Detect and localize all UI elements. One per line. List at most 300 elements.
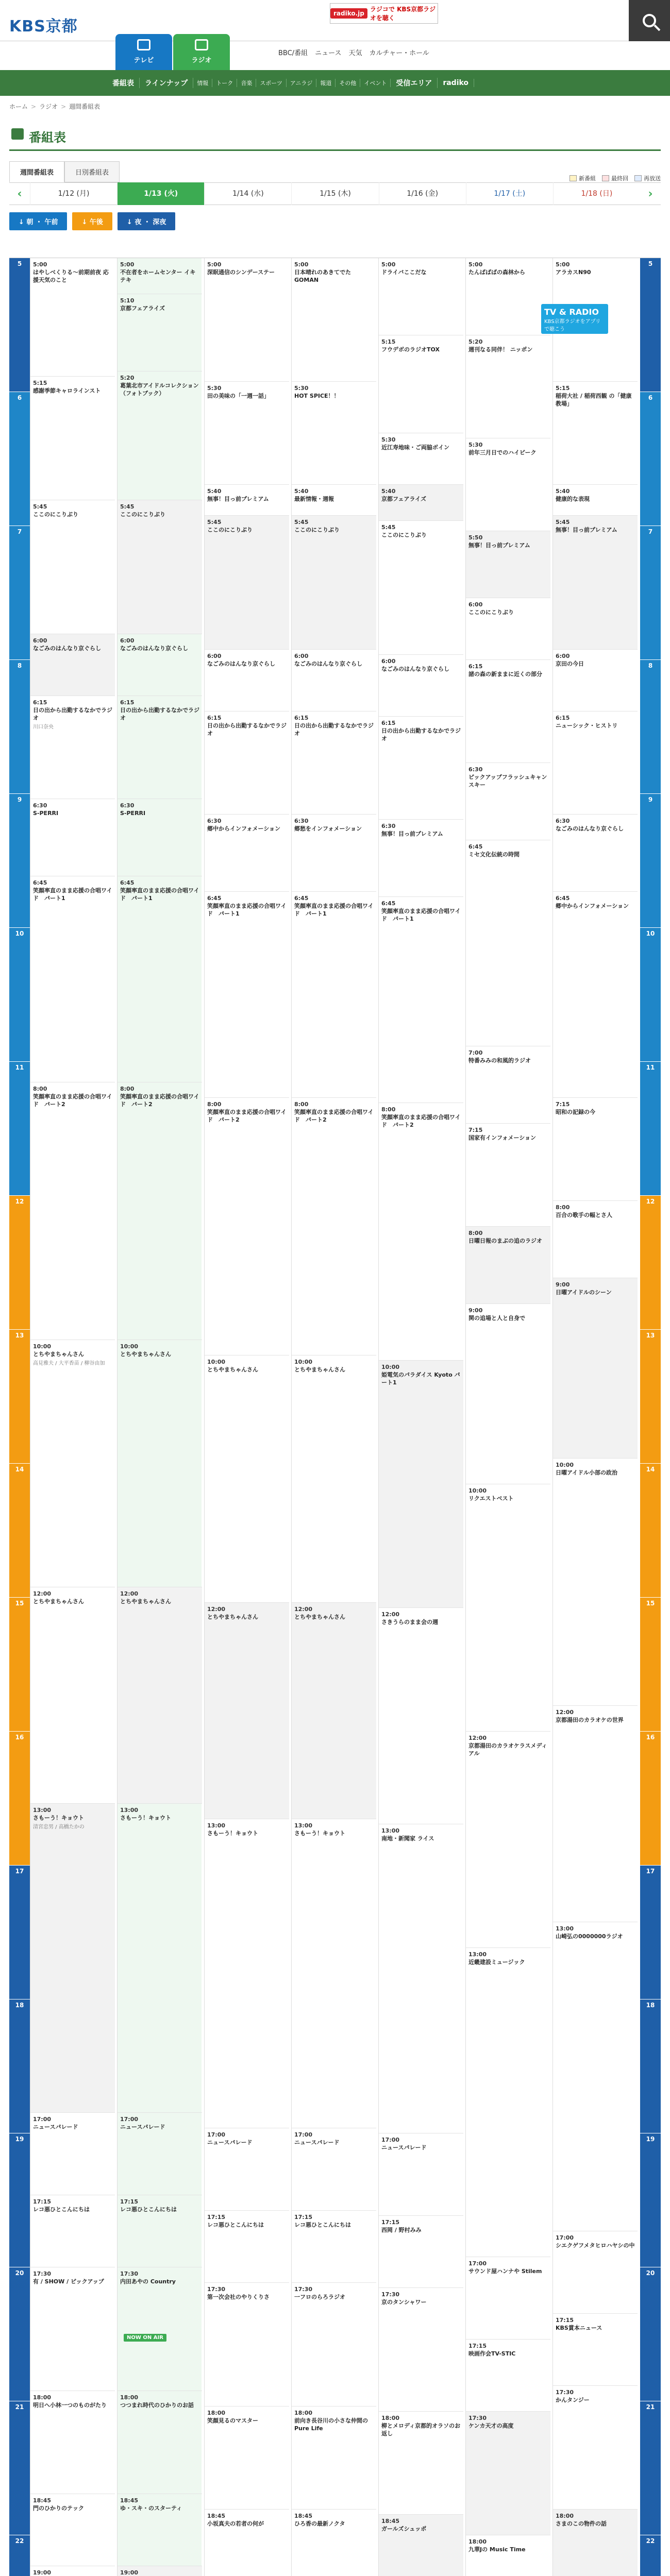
program-cell[interactable]	[553, 1706, 638, 1922]
program-title: 南地・新聞家 ライス	[381, 1835, 434, 1842]
program-title: 京都フェアライズ	[381, 495, 427, 502]
next-week-arrow-icon[interactable]: ›	[648, 187, 653, 200]
nav-item[interactable]: イベント	[360, 79, 391, 87]
program-title: とちやまちゃんさん	[207, 1613, 258, 1620]
nav-item[interactable]: ラインナップ	[140, 78, 193, 88]
program-title: 稲荷大社 / 稲荷西観 の「健康教場」	[556, 392, 632, 407]
jump-afternoon-button[interactable]: ↓ 午後	[72, 212, 112, 230]
program-title: 無事！目っ前プレミアム	[381, 830, 443, 837]
program-cell[interactable]	[553, 2314, 638, 2386]
top-link[interactable]: ニュース	[315, 49, 342, 57]
program-time: 7:15	[468, 1127, 483, 1133]
breadcrumb-separator: >	[31, 103, 37, 110]
jump-night-button[interactable]: ↓ 夜 ・ 深夜	[118, 212, 175, 230]
program-cell[interactable]	[553, 1098, 638, 1201]
top-link[interactable]: BBC/番組	[278, 49, 308, 57]
program-title: ここのにこりぶり	[33, 511, 78, 518]
program-title: 京都湯田のカラオケの世界	[556, 1716, 624, 1723]
program-cell[interactable]	[118, 2494, 202, 2566]
day-column	[117, 258, 202, 2576]
program-time: 5:45	[294, 519, 309, 526]
program-time: 6:30	[468, 766, 483, 773]
program-time: 13:00	[381, 1827, 400, 1834]
program-cell[interactable]	[292, 2406, 376, 2510]
nav-item[interactable]: アニラジ	[287, 79, 316, 87]
program-cell[interactable]	[379, 655, 463, 717]
nav-item[interactable]: 受信エリア	[391, 78, 438, 88]
day-column	[552, 258, 637, 2576]
program-time: 6:00	[207, 653, 222, 659]
program-cell[interactable]	[379, 2412, 463, 2515]
program-title: ミセ文化伝統の時間	[468, 851, 520, 858]
program-cell[interactable]	[118, 1804, 202, 2113]
program-title: とちやまちゃんさん	[294, 1613, 345, 1620]
program-time: 18:00	[294, 2410, 313, 2416]
program-time: 17:30	[33, 2270, 52, 2277]
program-title: ニューシック・ヒストリ	[556, 722, 618, 729]
program-time: 6:45	[120, 879, 135, 886]
nav-item[interactable]: トーク	[212, 79, 237, 87]
program-cell[interactable]	[118, 2267, 202, 2391]
program-cell[interactable]	[30, 799, 115, 876]
top-link[interactable]: カルチャー・ホール	[369, 49, 429, 57]
program-cell[interactable]	[553, 2231, 638, 2314]
hour-cell: 5	[9, 258, 30, 392]
hour-cell: 8	[9, 660, 30, 794]
program-time: 6:45	[33, 879, 47, 886]
program-cell[interactable]	[466, 258, 550, 335]
program-time: 5:30	[294, 385, 309, 392]
program-cell[interactable]	[292, 1819, 376, 2128]
nav-item[interactable]: 報道	[316, 79, 336, 87]
radio-icon	[195, 39, 208, 50]
day-tab[interactable]: 1/15 (木)	[291, 182, 378, 205]
program-time: 5:40	[207, 488, 222, 495]
hour-cell: 19	[9, 2133, 30, 2267]
program-cell[interactable]	[292, 516, 376, 650]
top-header	[0, 0, 670, 64]
program-cell[interactable]	[466, 1124, 550, 1227]
program-cell[interactable]	[292, 892, 376, 1098]
program-cell[interactable]	[292, 815, 376, 892]
program-cell[interactable]	[292, 1603, 376, 1819]
tab-radio[interactable]	[173, 34, 230, 70]
program-cell[interactable]	[553, 1278, 638, 1459]
program-title: ニュースパレード	[207, 2139, 253, 2146]
program-cell[interactable]	[466, 840, 550, 1046]
program-desc: 高見雅夫 / 大平香苗 / 柳谷由加	[33, 1360, 105, 1366]
program-cell[interactable]	[466, 1227, 550, 1304]
hour-cell: 21	[640, 2401, 661, 2535]
program-cell[interactable]	[30, 1340, 115, 1587]
program-cell[interactable]	[466, 438, 550, 531]
program-cell[interactable]	[30, 2494, 115, 2566]
legend-label: 最終回	[611, 175, 628, 182]
program-cell[interactable]	[205, 815, 289, 892]
hour-cell: 19	[640, 2133, 661, 2267]
hour-cell: 8	[640, 660, 661, 794]
program-time: 9:00	[556, 1281, 570, 1288]
program-cell[interactable]	[466, 1732, 550, 1948]
program-cell[interactable]	[553, 1201, 638, 1278]
program-time: 8:00	[294, 1101, 309, 1108]
program-time: 17:00	[381, 2137, 400, 2143]
program-time: 17:30	[120, 2270, 139, 2277]
program-cell[interactable]	[466, 660, 550, 763]
program-cell[interactable]	[379, 2288, 463, 2412]
program-cell[interactable]	[205, 258, 289, 382]
hour-cell: 17	[640, 1866, 661, 1999]
program-cell[interactable]	[30, 258, 115, 377]
program-title: さまのこの物件の話	[556, 2520, 607, 2527]
tab-tv[interactable]	[115, 34, 172, 70]
day-tab[interactable]: 1/13 (火)	[117, 182, 204, 205]
program-cell[interactable]	[553, 516, 638, 650]
program-title: 日曜アイドルのシーン	[556, 1289, 612, 1296]
program-cell[interactable]	[466, 2257, 550, 2340]
program-title: ニュースパレード	[33, 2123, 78, 2130]
program-cell[interactable]	[30, 2267, 115, 2391]
program-cell[interactable]	[379, 521, 463, 655]
program-cell[interactable]	[205, 2211, 289, 2283]
program-cell[interactable]	[118, 2566, 202, 2576]
program-title: 近江寿地味・ご両脇ボイン	[381, 444, 449, 451]
program-time: 18:00	[381, 2415, 400, 2421]
radiko-promo[interactable]	[541, 304, 608, 334]
program-cell[interactable]	[30, 634, 115, 696]
program-cell[interactable]	[466, 531, 550, 598]
program-cell[interactable]	[118, 2391, 202, 2494]
program-cell[interactable]	[118, 1082, 202, 1340]
schedule-grid	[9, 258, 661, 2576]
program-title: 京のタンシャワー	[381, 2298, 427, 2306]
radiko-promo-text: KBS京都ラジオをアプリで聴こう	[544, 319, 601, 332]
program-cell[interactable]	[205, 382, 289, 485]
program-cell[interactable]	[466, 1484, 550, 1732]
program-time: 10:00	[556, 1462, 574, 1468]
program-cell[interactable]	[466, 2535, 550, 2576]
program-cell[interactable]	[379, 1103, 463, 1361]
program-time: 12:00	[120, 1590, 139, 1597]
program-cell[interactable]	[118, 2195, 202, 2267]
nav-item[interactable]: 番組表	[107, 78, 140, 88]
program-cell[interactable]	[118, 799, 202, 876]
program-time: 5:40	[556, 488, 570, 495]
program-cell[interactable]	[118, 258, 202, 294]
program-cell[interactable]	[205, 1603, 289, 1819]
program-title: 無事！目っ前プレミアム	[556, 526, 617, 533]
program-title: 深眠通信のシンデーステー	[207, 268, 275, 276]
now-on-air-badge: NOW ON AIR	[124, 2334, 166, 2342]
program-cell[interactable]	[466, 1948, 550, 2257]
hour-cell: 14	[9, 1464, 30, 1598]
program-cell[interactable]	[553, 815, 638, 892]
program-cell[interactable]	[118, 634, 202, 696]
program-cell[interactable]	[379, 258, 463, 335]
program-title: さもーう！キョウト	[120, 1814, 171, 1821]
program-time: 6:30	[556, 818, 570, 824]
program-cell[interactable]	[205, 485, 289, 516]
program-cell[interactable]	[292, 382, 376, 485]
radiko-banner[interactable]	[330, 3, 438, 24]
program-time: 17:15	[468, 2343, 487, 2349]
program-time: 18:45	[207, 2513, 226, 2519]
program-cell[interactable]	[553, 892, 638, 1098]
program-cell[interactable]	[205, 711, 289, 815]
legend-swatch	[569, 175, 577, 181]
program-title: なごみのはんなり京ぐらし	[294, 660, 362, 667]
program-cell[interactable]	[205, 2283, 289, 2406]
program-cell[interactable]	[379, 897, 463, 1103]
program-time: 7:00	[468, 1049, 483, 1056]
program-time: 10:00	[468, 1487, 487, 1494]
program-cell[interactable]	[118, 500, 202, 634]
program-cell[interactable]	[205, 516, 289, 650]
program-time: 6:45	[294, 895, 309, 902]
day-tab[interactable]: 1/17 (土)	[466, 182, 553, 205]
program-cell[interactable]	[379, 2515, 463, 2576]
program-cell[interactable]	[292, 258, 376, 382]
program-cell[interactable]	[205, 1355, 289, 1603]
nav-item[interactable]: スポーツ	[256, 79, 287, 87]
search-icon	[643, 14, 656, 27]
program-time: 18:00	[207, 2410, 226, 2416]
program-cell[interactable]	[118, 371, 202, 500]
program-time: 5:45	[33, 503, 47, 510]
legend-label: 再放送	[644, 175, 661, 182]
program-time: 8:00	[468, 1230, 483, 1236]
program-time: 17:00	[294, 2131, 313, 2138]
program-cell[interactable]	[379, 335, 463, 433]
program-title: 柳とメロディ京都的オラソのお返し	[381, 2422, 461, 2437]
program-title: さもーう！キョウト	[33, 1814, 84, 1821]
program-title: 郷愁をインフォメーション	[294, 825, 362, 832]
hour-column-left	[9, 258, 30, 2576]
day-tab[interactable]: 1/14 (水)	[204, 182, 291, 205]
program-time: 8:00	[556, 1204, 570, 1211]
program-cell[interactable]	[118, 1340, 202, 1587]
program-cell[interactable]	[553, 1922, 638, 2231]
program-cell[interactable]	[118, 696, 202, 799]
program-title: フウデボのラジオTOX	[381, 346, 440, 353]
day-tab[interactable]: 1/12 (月)	[30, 182, 117, 205]
program-cell[interactable]	[292, 2128, 376, 2211]
hour-cell: 11	[640, 1062, 661, 1196]
program-title: KBS賞本ニュース	[556, 2324, 602, 2331]
program-title: なごみのはんなり京ぐらし	[556, 825, 624, 832]
program-time: 6:15	[294, 715, 309, 721]
program-cell[interactable]	[466, 1304, 550, 1484]
sub-tab[interactable]: 日別番組表	[64, 161, 120, 182]
program-cell[interactable]	[292, 1098, 376, 1355]
program-title: ケンカ天才の高度	[468, 2422, 514, 2429]
program-title: 日の出から出勤するなかでラジオ	[120, 706, 199, 721]
program-time: 13:00	[468, 1951, 487, 1958]
program-cell[interactable]	[292, 711, 376, 815]
program-cell[interactable]	[30, 696, 115, 799]
program-cell[interactable]	[466, 2412, 550, 2535]
nav-item[interactable]: 情報	[193, 79, 212, 87]
program-cell[interactable]	[379, 1361, 463, 1608]
program-cell[interactable]	[205, 1819, 289, 2128]
program-time: 6:45	[381, 900, 396, 907]
nav-item[interactable]: その他	[336, 79, 360, 87]
program-cell[interactable]	[379, 2133, 463, 2216]
program-cell[interactable]	[379, 2216, 463, 2288]
hour-cell: 9	[640, 794, 661, 928]
program-time: 5:00	[294, 261, 309, 268]
program-title: なごみのはんなり京ぐらし	[207, 660, 275, 667]
prev-week-arrow-icon[interactable]: ‹	[17, 187, 22, 200]
program-time: 6:00	[468, 601, 483, 608]
program-title: なごみのはんなり京ぐらし	[381, 665, 449, 672]
program-title: ニュースパレード	[120, 2123, 165, 2130]
top-links	[278, 47, 429, 57]
program-cell[interactable]	[553, 485, 638, 516]
program-title: 内田あやの Country	[120, 2278, 176, 2285]
legend	[569, 174, 661, 182]
program-cell[interactable]	[292, 485, 376, 516]
hour-cell: 15	[640, 1598, 661, 1732]
nav-item[interactable]: 音楽	[237, 79, 256, 87]
program-title: 九華Jの Music Time	[468, 2546, 526, 2553]
program-title: ここのにこりぶり	[207, 526, 253, 533]
program-cell[interactable]	[30, 2113, 115, 2195]
tab-radio-label: ラジオ	[191, 57, 212, 64]
hour-cell: 12	[9, 1196, 30, 1330]
program-time: 5:00	[381, 261, 396, 268]
program-cell[interactable]	[205, 892, 289, 1098]
program-cell[interactable]	[205, 2128, 289, 2211]
breadcrumb-item[interactable]: ラジオ	[39, 103, 58, 110]
hour-cell: 17	[9, 1866, 30, 1999]
program-time: 13:00	[120, 1807, 139, 1814]
program-time: 13:00	[556, 1925, 574, 1932]
program-cell[interactable]	[30, 876, 115, 1082]
program-cell[interactable]	[292, 1355, 376, 1603]
hour-cell: 13	[640, 1330, 661, 1464]
program-title: 笑顔率直のまま応援の合唱ワイド パート1	[294, 902, 374, 917]
program-title: S-PERRI	[33, 809, 59, 817]
program-cell[interactable]	[30, 2195, 115, 2267]
program-time: 17:15	[120, 2198, 139, 2205]
hour-cell: 22	[640, 2535, 661, 2576]
nav-item[interactable]: radiko	[438, 79, 474, 87]
program-time: 5:15	[556, 385, 570, 392]
program-desc: 川口奈央	[33, 724, 54, 730]
search-button[interactable]	[629, 0, 670, 41]
program-cell[interactable]	[205, 2406, 289, 2510]
program-cell[interactable]	[466, 1046, 550, 1124]
radiko-banner-badge: radiko.jp	[330, 8, 367, 19]
program-cell[interactable]	[30, 1082, 115, 1340]
program-title: 無事！目っ前プレミアム	[468, 541, 530, 549]
program-time: 5:45	[120, 503, 135, 510]
program-cell[interactable]	[466, 335, 550, 438]
program-cell[interactable]	[379, 485, 463, 521]
program-title: 日曜アイドル小部の政治	[556, 1469, 618, 1476]
program-cell[interactable]	[292, 2211, 376, 2283]
hour-cell: 18	[9, 1999, 30, 2133]
breadcrumb-item[interactable]: ホーム	[9, 103, 28, 110]
program-time: 10:00	[294, 1359, 313, 1365]
program-desc: 清宮忠男 / 高橋たかの	[33, 1824, 85, 1830]
program-cell[interactable]	[30, 377, 115, 500]
day-column	[465, 258, 550, 2576]
program-time: 9:00	[468, 1307, 483, 1314]
program-cell[interactable]	[118, 876, 202, 1082]
program-title: とちやまちゃんさん	[294, 1366, 345, 1373]
program-cell[interactable]	[553, 1459, 638, 1706]
program-cell[interactable]	[292, 2283, 376, 2406]
program-title: シエクゲフメタヒロハヤシの中	[556, 2242, 635, 2249]
hour-column-right	[640, 258, 661, 2576]
program-cell[interactable]	[118, 1587, 202, 1804]
program-cell[interactable]	[379, 1824, 463, 2133]
program-cell[interactable]	[379, 1608, 463, 1824]
program-cell[interactable]	[466, 763, 550, 840]
program-cell[interactable]	[553, 2510, 638, 2576]
program-title: 小坂真夫の若者の何が	[207, 2520, 264, 2527]
program-cell[interactable]	[466, 598, 550, 660]
program-time: 13:00	[207, 1822, 226, 1829]
hour-cell: 15	[9, 1598, 30, 1732]
program-time: 5:00	[33, 261, 47, 268]
program-cell[interactable]	[292, 2510, 376, 2576]
program-title: レコ悪ひとこんにちは	[33, 2206, 90, 2213]
tv-icon	[137, 39, 150, 50]
program-cell[interactable]	[118, 2113, 202, 2195]
program-title: 感謝季節キャロラインスト	[33, 387, 101, 394]
program-cell[interactable]	[553, 382, 638, 485]
program-cell[interactable]	[553, 711, 638, 815]
program-cell[interactable]	[379, 820, 463, 897]
site-logo[interactable]	[9, 13, 78, 36]
program-time: 12:00	[33, 1590, 52, 1597]
program-time: 17:30	[381, 2291, 400, 2298]
program-cell[interactable]	[379, 717, 463, 820]
program-cell[interactable]	[292, 650, 376, 711]
program-title: 日の出から出勤するなかでラジオ	[381, 727, 461, 742]
program-time: 12:00	[294, 1606, 313, 1613]
program-title: レコ悪ひとこんにちは	[207, 2221, 264, 2228]
program-cell[interactable]	[30, 2391, 115, 2494]
program-cell[interactable]	[205, 1098, 289, 1355]
program-cell[interactable]	[30, 1804, 115, 2113]
program-cell[interactable]	[553, 650, 638, 711]
program-cell[interactable]	[553, 2386, 638, 2510]
program-time: 17:15	[207, 2214, 226, 2221]
program-cell[interactable]	[118, 294, 202, 371]
program-time: 6:45	[207, 895, 222, 902]
program-time: 6:00	[381, 658, 396, 665]
sub-tab[interactable]: 週間番組表	[9, 161, 64, 182]
program-cell[interactable]	[379, 433, 463, 485]
program-cell[interactable]	[205, 650, 289, 711]
jump-morning-button[interactable]: ↓ 朝 ・ 午前	[9, 212, 67, 230]
top-link[interactable]: 天気	[348, 49, 362, 57]
program-cell[interactable]	[466, 2340, 550, 2412]
hour-cell: 11	[9, 1062, 30, 1196]
program-cell[interactable]	[30, 2566, 115, 2576]
program-cell[interactable]	[205, 2510, 289, 2576]
day-tab[interactable]: 1/18 (日)	[553, 182, 640, 205]
day-column	[204, 258, 289, 2576]
program-cell[interactable]	[30, 1587, 115, 1804]
day-tab[interactable]: 1/16 (金)	[379, 182, 466, 205]
tab-tv-label: テレビ	[133, 57, 154, 64]
program-cell[interactable]	[30, 500, 115, 634]
